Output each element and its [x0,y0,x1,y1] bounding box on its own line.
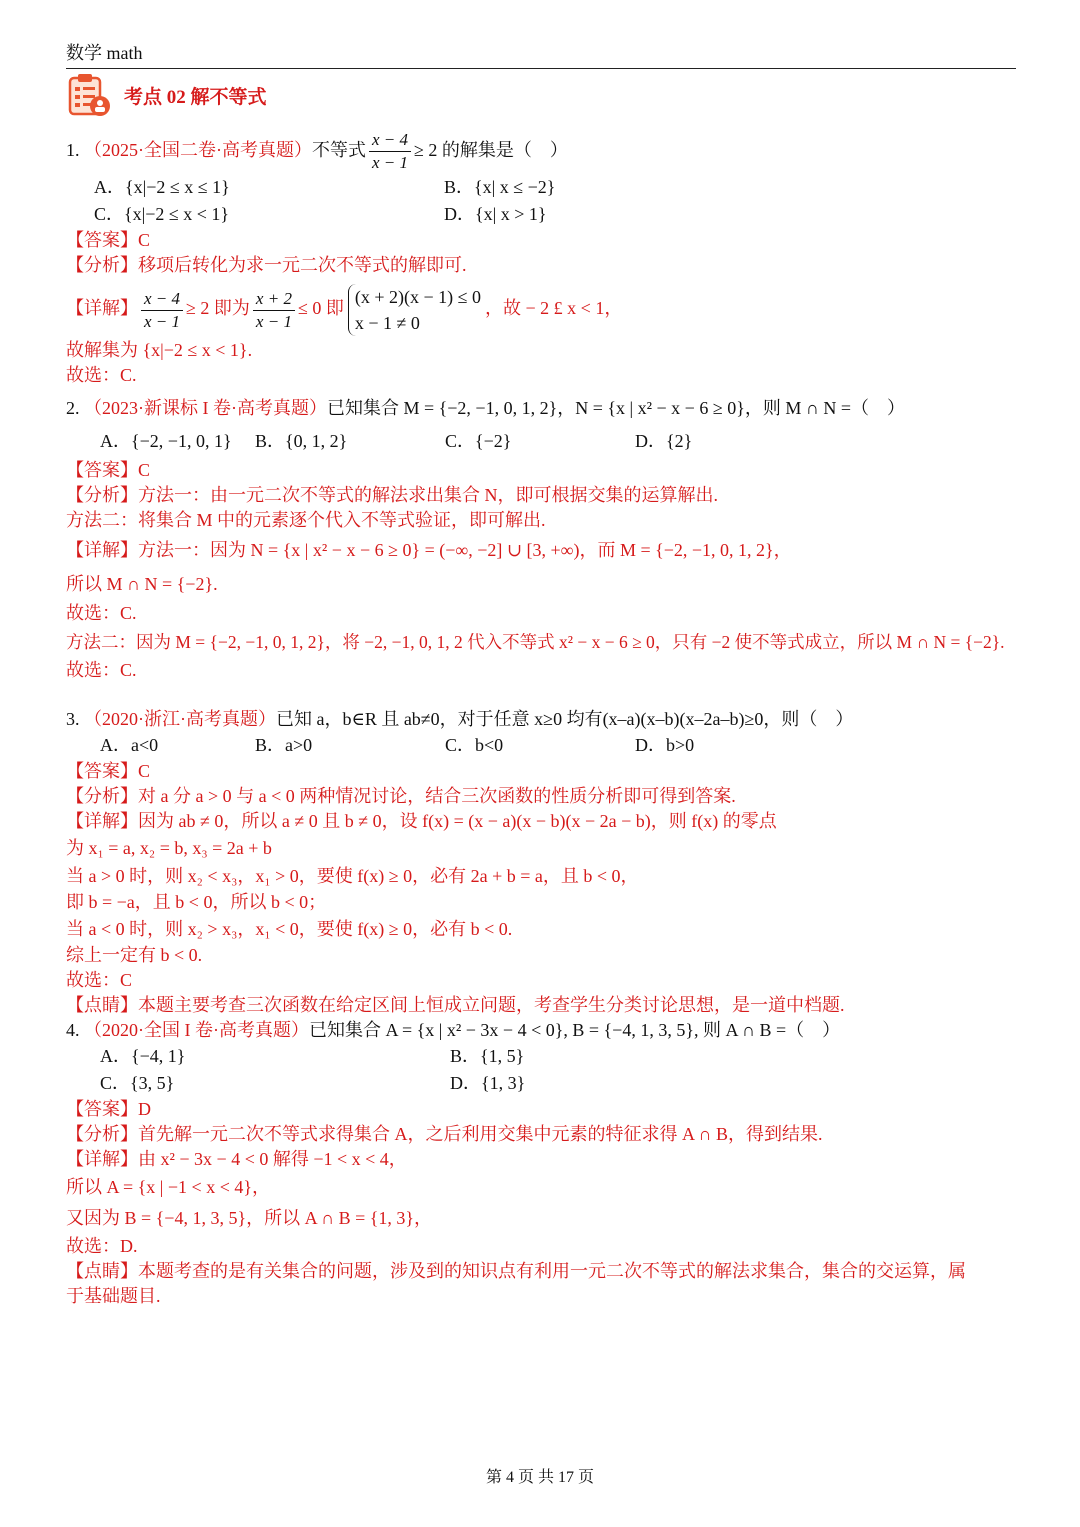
q4-option-d: D．{1, 3} [450,1073,526,1094]
q1-option-c: C．{x|−2 ≤ x < 1} [94,204,230,225]
section-heading [66,72,267,118]
q2-option-b: B．{0, 1, 2} [255,431,348,452]
q1-detail-line2: 故解集为 {x|−2 ≤ x < 1}. [66,340,253,361]
q1-detail [66,278,1016,338]
q2-detail-2: 所以 M ∩ N = {−2}. [66,574,218,595]
q1-answer: 【答案】C [66,230,151,251]
q1-detail-tail: ，故 − 2 £ x < 1， [485,298,623,319]
q2-conclusion-2: 故选：C. [66,660,137,681]
section-title: 考点 02 解不等式 [124,86,267,108]
q1-detail-frac1-den: x − 1 [144,311,181,331]
q1-conclusion: 故选：C. [66,365,137,386]
q1-number: 1. [66,140,80,160]
q1-detail-frac2-den: x − 1 [255,311,292,331]
q2-option-d: D．{2} [635,431,693,452]
q2-detail-3: 方法二：因为 M = {−2, −1, 0, 1, 2}，将 −2, −1, 0, 1, 2 代入不等式 x² − x − 6 ≥ 0，只有 −2 使不等式成立，所以 M ∩ N = {−2}. [66,632,1005,653]
q1-fraction-den: x − 1 [372,153,409,173]
q4-detail-1: 【详解】由 x² − 3x − 4 < 0 解得 −1 < x < 4， [66,1149,407,1170]
q4-analysis: 【分析】首先解一元二次不等式求得集合 A，之后利用交集中元素的特征求得 A ∩ B，得到结果. [66,1124,823,1145]
q3-stem-text: 已知 a，b∈R 且 ab≠0，对于任意 x≥0 均有(x–a)(x–b)(x–2a–b)≥0，则（ ） [276,709,854,730]
q4-option-a: A．{−4, 1} [100,1046,186,1067]
page-header [66,40,1016,69]
q1-detail-case2: x − 1 ≠ 0 [354,313,420,334]
q3-options [66,732,1016,759]
q4-option-b: B．{1, 5} [450,1046,525,1067]
q2-number: 2. [66,398,80,419]
q3-detail-4: 即 b = −a，且 b < 0，所以 b < 0； [66,892,327,913]
q2-analysis-1: 【分析】方法一：由一元二次不等式的解法求出集合 N，即可根据交集的运算解出. [66,485,718,506]
q2-detail-1: 【详解】方法一：因为 N = {x | x² − x − 6 ≥ 0} = (−∞, −2] ∪ [3, +∞)，而 M = {−2, −1, 0, 1, 2}， [66,540,792,561]
q3-option-d: D．b>0 [635,735,695,756]
subject-label: 数学 math [66,43,143,63]
q4-stem-text: 已知集合 A = {x | x² − 3x − 4 < 0}, B = {−4, 1, 3, 5}, 则 A ∩ B =（ ） [308,1020,841,1041]
q2-option-c: C．{−2} [445,431,512,452]
q2-source: （2023·新课标 I 卷·高考真题） [84,398,327,419]
page-content [66,126,1016,1309]
q4-source: （2020·全国 I 卷·高考真题） [84,1020,309,1041]
q1-stem-post: ≥ 2 的解集是（ ） [414,140,568,160]
q3-conclusion: 故选：C [66,970,133,991]
q1-options-row2 [66,201,1016,228]
q4-options-row2 [66,1070,1016,1097]
q1-stem [66,126,1016,174]
q3-detail-5: 当 a < 0 时，则 x₂ > x₃，x₁ < 0，要使 f(x) ≥ 0，必有 b < 0. [66,919,513,940]
q2-option-a: A．{−2, −1, 0, 1} [100,431,232,452]
q2-options [66,424,1016,458]
q3-number: 3. [66,709,80,730]
q1-detail-frac1 [141,288,183,333]
q4-option-c: C．{3, 5} [100,1073,175,1094]
q1-detail-mid1: ≥ 2 即为 [186,298,250,319]
q4-conclusion: 故选：D. [66,1236,138,1257]
q1-detail-system [348,284,481,336]
q3-source: （2020·浙江·高考真题） [84,709,276,730]
q4-comment-2: 于基础题目. [66,1286,161,1307]
q3-detail-6: 综上一定有 b < 0. [66,945,203,966]
q1-analysis: 【分析】移项后转化为求一元二次不等式的解即可. [66,255,467,276]
q1-source: （2025·全国二卷·高考真题） [84,140,312,160]
q4-comment-1: 【点睛】本题考查的是有关集合的问题，涉及到的知识点有利用一元二次不等式的解法求集合，集合的交运算，属 [66,1261,966,1282]
q3-answer: 【答案】C [66,761,151,782]
q3-detail-2: 为 x₁ = a, x₂ = b, x₃ = 2a + b [66,838,272,859]
q2-stem-text: 已知集合 M = {−2, −1, 0, 1, 2}，N = {x | x² − x − 6 ≥ 0}，则 M ∩ N =（ ） [326,398,905,419]
q2-stem [66,392,1016,424]
q3-analysis: 【分析】对 a 分 a > 0 与 a < 0 两种情况讨论，结合三次函数的性质分析即可得到答案. [66,786,736,807]
q4-answer: 【答案】D [66,1099,151,1120]
q3-option-a: A．a<0 [100,735,159,756]
q1-detail-frac2 [253,288,295,333]
q4-number: 4. [66,1020,80,1041]
q1-options-row1 [66,174,1016,201]
q3-option-c: C．b<0 [445,735,504,756]
q1-detail-mid2: ≤ 0 即 [297,298,344,319]
q1-detail-case1: (x + 2)(x − 1) ≤ 0 [354,287,482,308]
q1-stem-pre: 不等式 [312,140,366,160]
q1-option-b: B．{x| x ≤ −2} [444,177,556,198]
q1-option-d: D．{x| x > 1} [444,204,547,225]
q1-detail-frac1-num: x − 4 [141,288,183,311]
page-number: 第 4 页 共 17 页 [485,1469,594,1486]
q4-detail-3: 又因为 B = {−4, 1, 3, 5}，所以 A ∩ B = {1, 3}， [66,1208,433,1229]
q1-option-a: A．{x|−2 ≤ x ≤ 1} [94,177,230,198]
q3-stem [66,707,1016,732]
q2-answer: 【答案】C [66,460,151,481]
q2-analysis-2: 方法二：将集合 M 中的元素逐个代入不等式验证，即可解出. [66,510,546,531]
q1-fraction [369,129,411,174]
q2-conclusion-1: 故选：C. [66,603,137,624]
q3-detail-3: 当 a > 0 时，则 x₂ < x₃，x₁ > 0，要使 f(x) ≥ 0，必有 2a + b = a，且 b < 0， [66,866,639,887]
q4-detail-2: 所以 A = {x | −1 < x < 4}， [66,1177,270,1198]
q4-options-row1 [66,1043,1016,1070]
q1-detail-label: 【详解】 [66,298,138,319]
q3-comment: 【点睛】本题主要考查三次函数在给定区间上恒成立问题，考查学生分类讨论思想，是一道中档题. [66,995,845,1016]
q3-option-b: B．a>0 [255,735,313,756]
q1-fraction-num: x − 4 [369,129,411,152]
checklist-icon [66,72,112,118]
q4-stem [66,1018,1016,1043]
q3-detail-1: 【详解】因为 ab ≠ 0，所以 a ≠ 0 且 b ≠ 0，设 f(x) = (x − a)(x − b)(x − 2a − b)，则 f(x) 的零点 [66,811,777,832]
q1-detail-frac2-num: x + 2 [253,288,295,311]
